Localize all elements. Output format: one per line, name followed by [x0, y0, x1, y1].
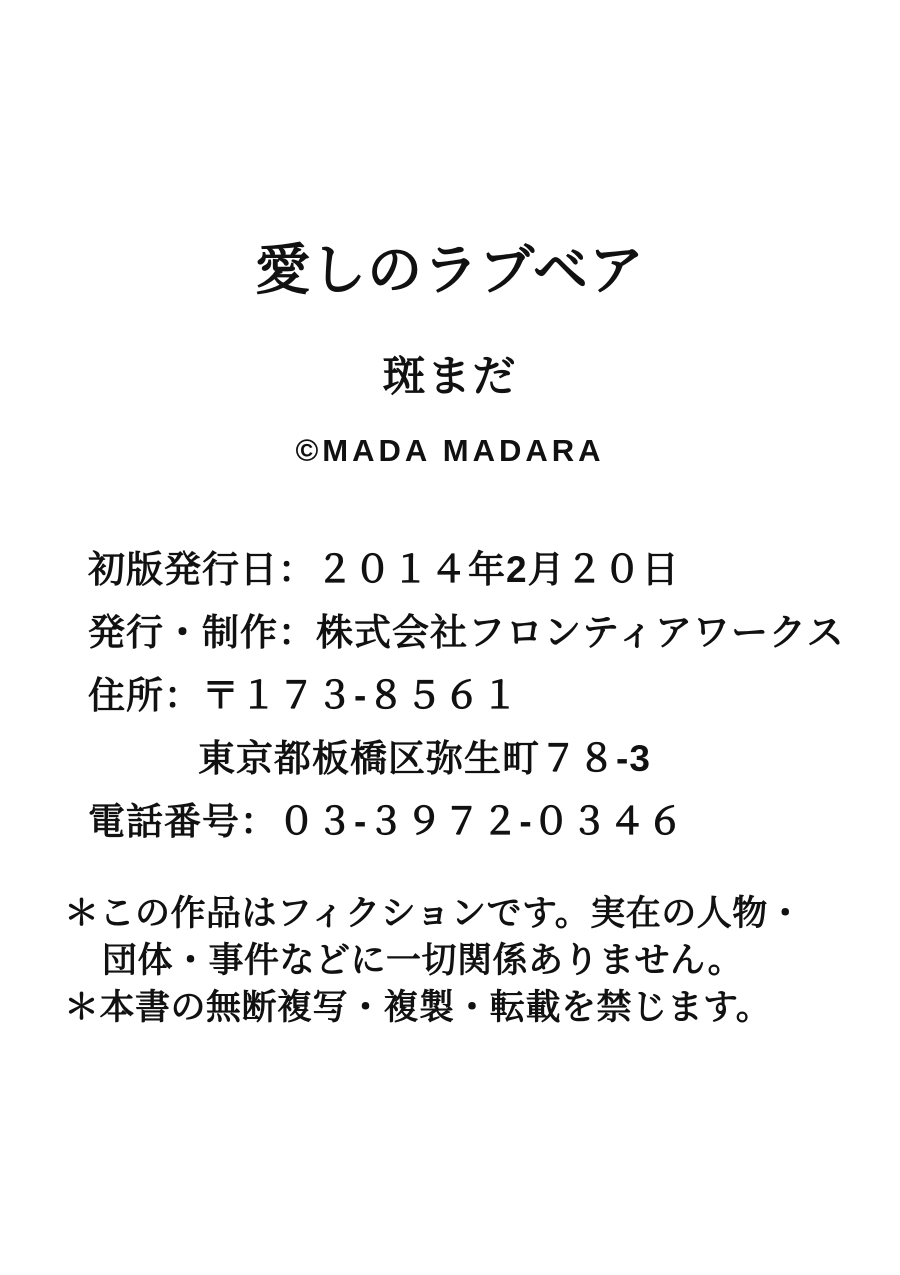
publication-info-block	[88, 538, 880, 853]
author-name: 斑まだ	[382, 353, 518, 401]
first-edition-date-line: 初版発行日：２０１４年2月２０日	[88, 549, 680, 590]
fiction-disclaimer-line-1: ＊この作品はフィクションです。実在の人物・	[64, 894, 804, 933]
address-postal-line: 住所：〒１７３-８５６１	[88, 675, 520, 716]
copy-prohibition-line: ＊本書の無断複写・複製・転載を禁じます。	[64, 988, 772, 1027]
phone-number-line: 電話番号：０３-３９７２-０３４６	[88, 801, 685, 842]
address-street-line: 東京都板橋区弥生町７８-3	[198, 738, 651, 779]
copyright-notice: ©MADA MADARA	[295, 433, 605, 468]
book-title: 愛しのラブベア	[255, 239, 645, 301]
disclaimer-notes-block	[64, 890, 880, 1031]
publisher-line: 発行・制作：株式会社フロンティアワークス	[88, 612, 845, 653]
fiction-disclaimer-line-2: 団体・事件などに一切関係ありません。	[102, 941, 744, 980]
